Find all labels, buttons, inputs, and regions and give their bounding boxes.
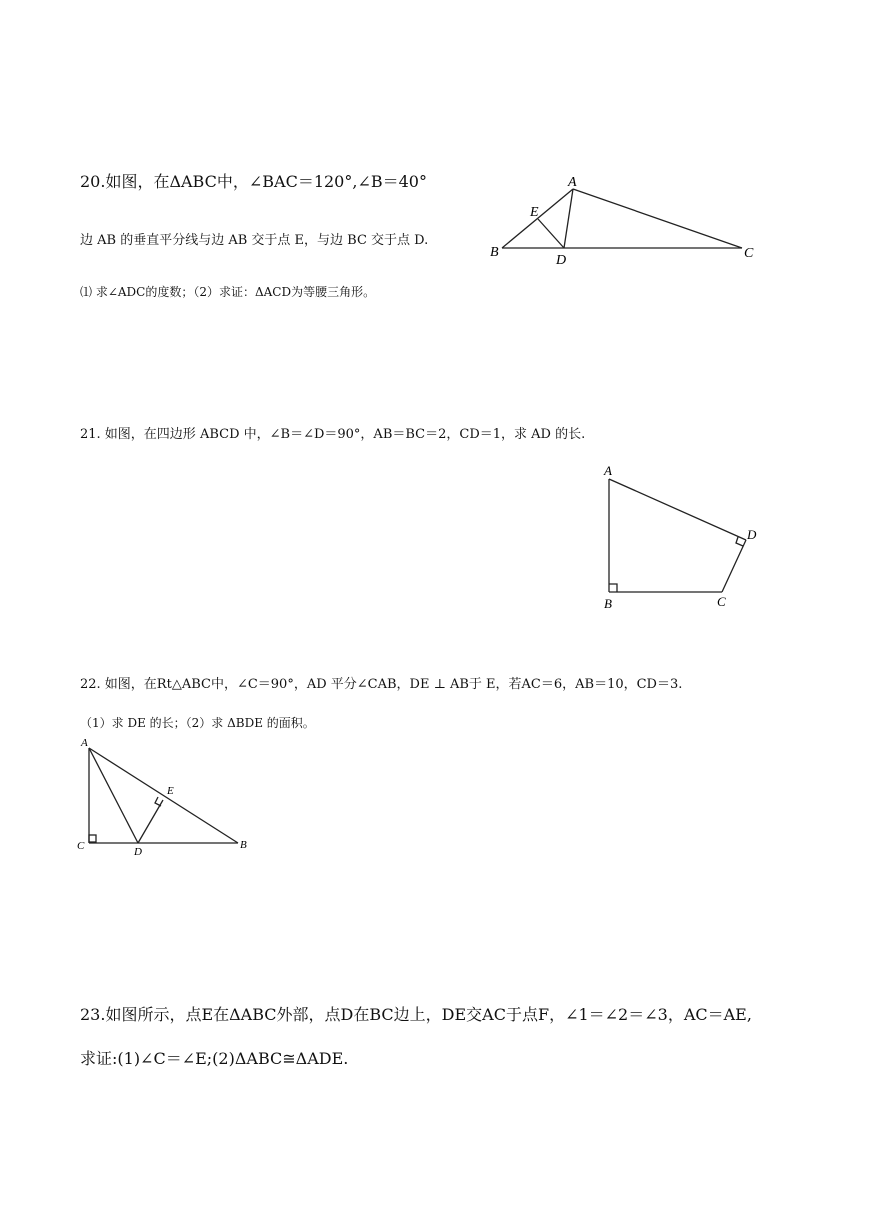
q22-segment-DE <box>138 800 163 843</box>
q22-figure <box>72 734 262 859</box>
q21-figure <box>595 460 775 615</box>
q22-segment-AD <box>89 748 138 843</box>
q20-tasks: ⑴ 求∠ADC的度数；（2）求证：ΔACD为等腰三角形。 <box>80 285 376 299</box>
q20-segment-AD <box>564 189 573 248</box>
q21-side-AD <box>609 479 746 540</box>
q20-side-AC <box>573 189 742 248</box>
q22-label-A: A <box>81 737 88 749</box>
q20-condition: 边 AB 的垂直平分线与边 AB 交于点 E，与边 BC 交于点 D. <box>80 233 429 248</box>
q22-side-AB <box>89 748 238 843</box>
q20-label-C: C <box>744 246 754 261</box>
q21-stem: 21. 如图，在四边形 ABCD 中，∠B＝∠D＝90°，AB＝BC＝2，CD＝1，求 AD 的长. <box>80 427 586 442</box>
q21-right-angle-B <box>609 584 617 592</box>
q21-label-A: A <box>604 463 612 478</box>
q20-label-A: A <box>568 175 577 190</box>
q21-label-D: D <box>747 527 757 542</box>
q22-stem: 22. 如图，在Rt△ABC中，∠C＝90°，AD 平分∠CAB，DE ⊥ AB于 E，若AC＝6，AB＝10，CD＝3. <box>80 677 683 692</box>
q20-stem: 20.如图，在ΔABC中，∠BAC＝120°,∠B＝40° <box>80 172 427 191</box>
q22-tasks: （1）求 DE 的长；（2）求 ΔBDE 的面积。 <box>80 716 315 730</box>
q22-label-E: E <box>167 785 174 797</box>
q23-prove: 求证:(1)∠C＝∠E;(2)ΔABC≅ΔADE. <box>80 1049 349 1068</box>
q22-label-B: B <box>240 839 247 851</box>
q21-side-CD <box>722 540 746 592</box>
q20-label-B: B <box>490 245 499 260</box>
q22-label-C: C <box>77 840 85 852</box>
q20-label-D: D <box>556 253 567 268</box>
q23-stem: 23.如图所示，点E在ΔABC外部，点D在BC边上，DE交AC于点F，∠1＝∠2＝∠3，AC＝AE, <box>80 1005 752 1024</box>
q20-label-E: E <box>530 205 539 220</box>
q20-segment-ED <box>538 219 564 248</box>
q21-label-B: B <box>604 596 612 611</box>
q21-label-C: C <box>717 594 726 609</box>
q22-label-D: D <box>134 846 142 858</box>
q22-right-angle-C <box>89 835 96 842</box>
q20-figure <box>480 165 770 275</box>
